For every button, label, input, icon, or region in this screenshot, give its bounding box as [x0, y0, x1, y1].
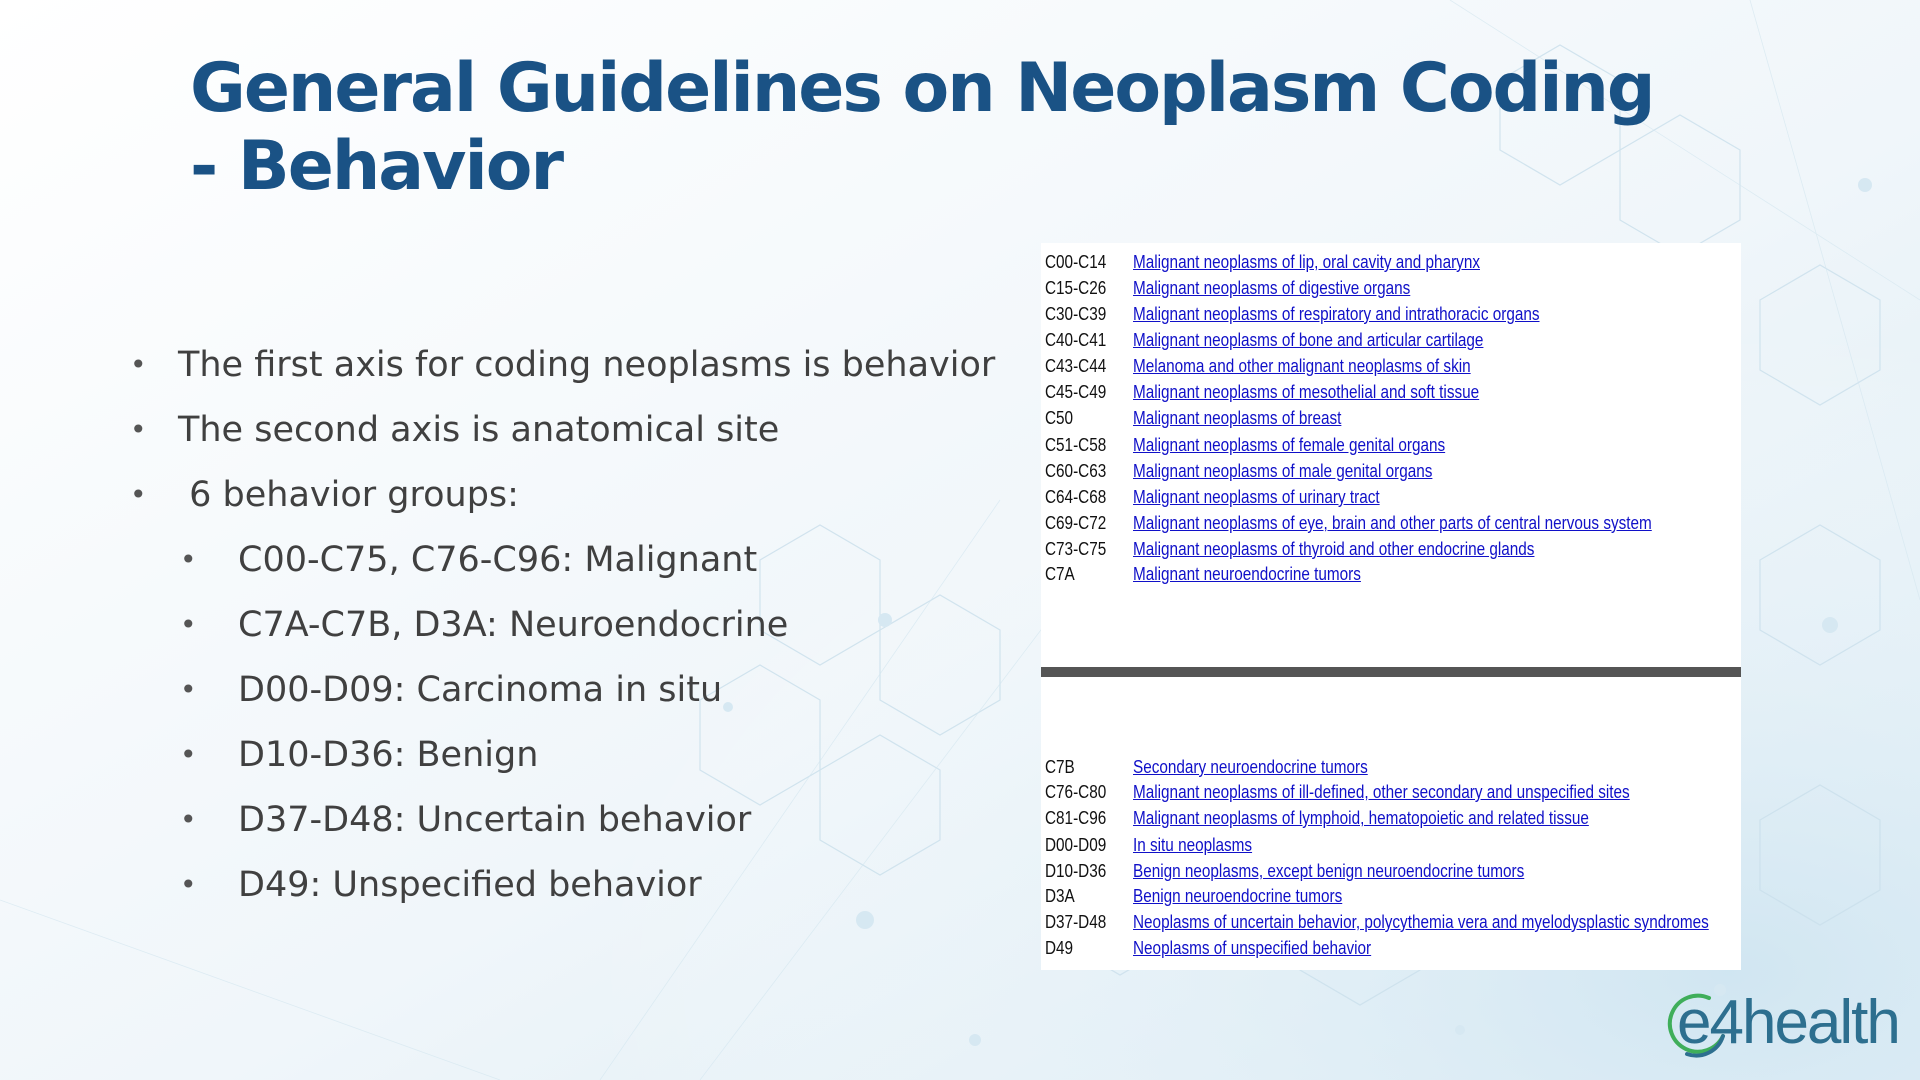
sub-bullet-text: D49: Unspecified behavior: [238, 865, 702, 905]
code-description-link[interactable]: Malignant neoplasms of breast: [1133, 408, 1342, 428]
code-description-link[interactable]: Malignant neoplasms of mesothelial and soft tissue: [1133, 382, 1480, 402]
slide-title: General Guidelines on Neoplasm Coding - Behavior: [190, 49, 1654, 206]
sub-bullet-text: C00-C75, C76-C96: Malignant: [238, 540, 758, 580]
code-description-link[interactable]: In situ neoplasms: [1133, 835, 1253, 855]
code-row: [1045, 458, 1485, 484]
code-range: C64-C68: [1045, 487, 1107, 507]
bullet-dot-icon: •: [180, 543, 197, 576]
code-description-link[interactable]: Malignant neoplasms of eye, brain and other parts of central nervous system: [1133, 513, 1652, 533]
code-range: C81-C96: [1045, 808, 1107, 828]
bullet-item: [130, 475, 1010, 540]
code-range: C15-C26: [1045, 278, 1107, 298]
code-range: C40-C41: [1045, 330, 1107, 350]
code-description-link[interactable]: Malignant neuroendocrine tumors: [1133, 564, 1361, 584]
code-row: [1045, 510, 1743, 536]
code-range: C30-C39: [1045, 304, 1107, 324]
bullet-item: [130, 410, 1010, 475]
code-description-link[interactable]: Malignant neoplasms of thyroid and other endocrine glands: [1133, 539, 1535, 559]
code-row: [1045, 405, 1378, 431]
code-row: [1045, 909, 1810, 935]
code-description-link[interactable]: Malignant neoplasms of lymphoid, hematopoietic and related tissue: [1133, 808, 1589, 828]
code-range: C45-C49: [1045, 382, 1107, 402]
bullet-dot-icon: •: [130, 348, 147, 381]
code-description-link[interactable]: Malignant neoplasms of ill-defined, other secondary and unspecified sites: [1133, 782, 1630, 802]
code-range: C7A: [1045, 564, 1075, 584]
code-description-link[interactable]: Malignant neoplasms of urinary tract: [1133, 487, 1380, 507]
bullet-item: [130, 345, 1010, 410]
sub-bullet-item: [130, 670, 1010, 735]
code-range: D49: [1045, 938, 1074, 958]
code-row: [1045, 561, 1401, 587]
code-row: [1045, 379, 1540, 405]
code-range: D3A: [1045, 886, 1075, 906]
bullet-list: [130, 345, 1010, 930]
bullet-dot-icon: •: [180, 868, 197, 901]
sub-bullet-item: [130, 735, 1010, 800]
sub-bullet-text: D00-D09: Carcinoma in situ: [238, 670, 723, 710]
code-row: [1045, 249, 1541, 275]
sub-bullet-item: [130, 800, 1010, 865]
code-row: [1045, 432, 1500, 458]
bullet-dot-icon: •: [180, 608, 197, 641]
code-range: C00-C14: [1045, 252, 1107, 272]
code-row: [1045, 832, 1273, 858]
code-row: [1045, 883, 1379, 909]
code-description-link[interactable]: Melanoma and other malignant neoplasms of skin: [1133, 356, 1471, 376]
code-range: C43-C44: [1045, 356, 1107, 376]
bullet-dot-icon: •: [130, 413, 147, 446]
code-range: C51-C58: [1045, 435, 1107, 455]
code-range: C69-C72: [1045, 513, 1107, 533]
code-range: C76-C80: [1045, 782, 1107, 802]
e4health-logo: [1665, 988, 1900, 1068]
code-description-link[interactable]: Malignant neoplasms of lip, oral cavity and pharynx: [1133, 252, 1480, 272]
code-range: C50: [1045, 408, 1074, 428]
logo-text: e4health: [1677, 988, 1899, 1057]
code-row: [1045, 935, 1413, 961]
code-row: [1045, 858, 1593, 884]
sub-bullet-text: C7A-C7B, D3A: Neuroendocrine: [238, 605, 789, 645]
bullet-dot-icon: •: [180, 738, 197, 771]
sub-bullet-text: D10-D36: Benign: [238, 735, 539, 775]
code-description-link[interactable]: Malignant neoplasms of bone and articular cartilage: [1133, 330, 1484, 350]
code-row: [1045, 327, 1545, 353]
bullet-dot-icon: •: [130, 478, 147, 511]
code-description-link[interactable]: Neoplasms of uncertain behavior, polycythemia vera and myelodysplastic syndromes: [1133, 912, 1709, 932]
bullet-text: The first axis for coding neoplasms is behavior: [178, 345, 996, 385]
code-description-link[interactable]: Benign neoplasms, except benign neuroendocrine tumors: [1133, 861, 1525, 881]
code-row: [1045, 805, 1669, 831]
code-row: [1045, 353, 1530, 379]
bullet-text: 6 behavior groups:: [178, 475, 519, 515]
code-row: [1045, 484, 1423, 510]
sub-bullet-item: [130, 540, 1010, 605]
code-range: C73-C75: [1045, 539, 1107, 559]
code-description-link[interactable]: Malignant neoplasms of respiratory and intrathoracic organs: [1133, 304, 1540, 324]
code-range: D37-D48: [1045, 912, 1107, 932]
code-range: C60-C63: [1045, 461, 1107, 481]
bullet-dot-icon: •: [180, 803, 197, 836]
code-row: [1045, 754, 1409, 780]
code-description-link[interactable]: Secondary neuroendocrine tumors: [1133, 757, 1368, 777]
code-description-link[interactable]: Neoplasms of unspecified behavior: [1133, 938, 1372, 958]
bullet-text: The second axis is anatomical site: [178, 410, 780, 450]
table-divider: [1041, 667, 1741, 677]
code-row: [1045, 536, 1605, 562]
sub-bullet-item: [130, 605, 1010, 670]
code-description-link[interactable]: Malignant neoplasms of male genital organs: [1133, 461, 1433, 481]
code-range: C7B: [1045, 757, 1075, 777]
sub-bullet-item: [130, 865, 1010, 930]
code-description-link[interactable]: Malignant neoplasms of female genital organs: [1133, 435, 1446, 455]
code-row: [1045, 275, 1459, 301]
code-row: [1045, 779, 1717, 805]
code-description-link[interactable]: Benign neuroendocrine tumors: [1133, 886, 1343, 906]
code-description-link[interactable]: Malignant neoplasms of digestive organs: [1133, 278, 1411, 298]
code-range: D00-D09: [1045, 835, 1107, 855]
sub-bullet-text: D37-D48: Uncertain behavior: [238, 800, 752, 840]
code-range: D10-D36: [1045, 861, 1107, 881]
bullet-dot-icon: •: [180, 673, 197, 706]
code-row: [1045, 301, 1611, 327]
